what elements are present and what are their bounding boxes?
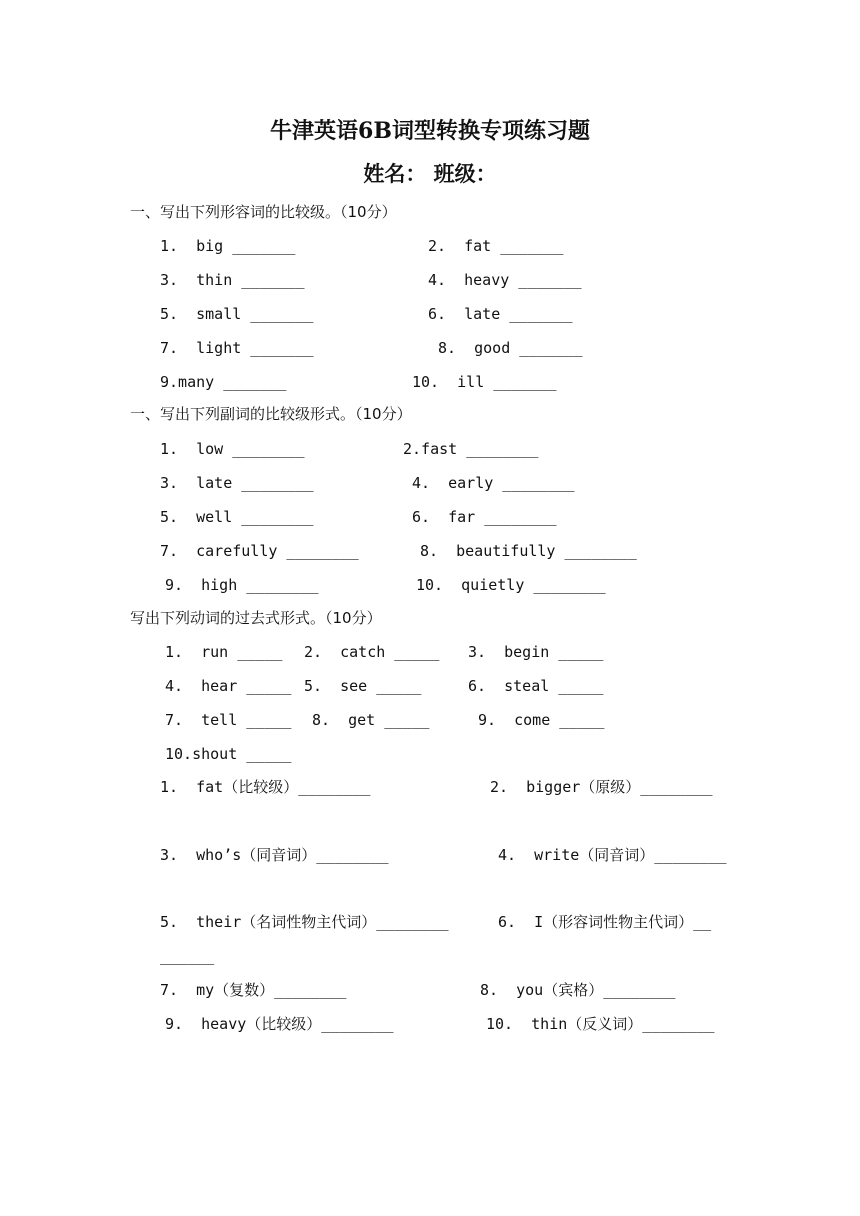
s4-item-6-continued: ______ [160, 947, 215, 965]
s4-item-5: 5. their（名词性物主代词）________ [160, 913, 449, 931]
s1-item-9: 9.many _______ [160, 373, 287, 391]
s1-item-6: 6. late _______ [428, 305, 573, 323]
s2-item-7: 7. carefully ________ [160, 542, 359, 560]
s2-item-10: 10. quietly ________ [416, 576, 606, 594]
s3-item-5: 5. see _____ [304, 677, 422, 695]
s4-item-3: 3. who’s（同音词）________ [160, 846, 389, 864]
s3-item-1: 1. run _____ [165, 643, 283, 661]
s3-item-3: 3. begin _____ [468, 643, 604, 661]
s2-item-8: 8. beautifully ________ [420, 542, 637, 560]
s1-item-3: 3. thin _______ [160, 271, 305, 289]
s3-item-9: 9. come _____ [478, 711, 605, 729]
s2-item-9: 9. high ________ [165, 576, 319, 594]
s4-item-10: 10. thin（反义词）________ [486, 1015, 715, 1033]
section-2-heading: 一、写出下列副词的比较级形式。（10分） [130, 405, 412, 423]
s4-item-6: 6. I（形容词性物主代词）__ [498, 913, 712, 931]
s4-item-9: 9. heavy（比较级）________ [165, 1015, 394, 1033]
page-title: 牛津英语6B词型转换专项练习题 [270, 118, 590, 144]
s4-item-7: 7. my（复数）________ [160, 981, 347, 999]
s1-item-4: 4. heavy _______ [428, 271, 582, 289]
section-1-heading: 一、写出下列形容词的比较级。（10分） [130, 203, 397, 221]
s1-item-10: 10. ill _______ [412, 373, 557, 391]
name-class-line: 姓名： 班级： [363, 161, 497, 186]
s2-item-1: 1. low ________ [160, 440, 305, 458]
s1-item-5: 5. small _______ [160, 305, 314, 323]
section-3-heading: 写出下列动词的过去式形式。（10分） [130, 609, 382, 627]
s3-item-6: 6. steal _____ [468, 677, 604, 695]
s4-item-8: 8. you（宾格）________ [480, 981, 676, 999]
s2-item-3: 3. late ________ [160, 474, 314, 492]
s1-item-8: 8. good _______ [438, 339, 583, 357]
s1-item-7: 7. light _______ [160, 339, 314, 357]
s3-item-10: 10.shout _____ [165, 745, 292, 763]
s4-item-2: 2. bigger（原级）________ [490, 778, 713, 796]
s2-item-6: 6. far ________ [412, 508, 557, 526]
s2-item-2: 2.fast ________ [403, 440, 539, 458]
s4-item-4: 4. write（同音词）________ [498, 846, 727, 864]
s3-item-2: 2. catch _____ [304, 643, 440, 661]
s1-item-2: 2. fat _______ [428, 237, 564, 255]
s3-item-7: 7. tell _____ [165, 711, 292, 729]
s3-item-4: 4. hear _____ [165, 677, 292, 695]
s2-item-4: 4. early ________ [412, 474, 575, 492]
s2-item-5: 5. well ________ [160, 508, 314, 526]
s3-item-8: 8. get _____ [312, 711, 430, 729]
s4-item-1: 1. fat（比较级）________ [160, 778, 371, 796]
s1-item-1: 1. big _______ [160, 237, 296, 255]
